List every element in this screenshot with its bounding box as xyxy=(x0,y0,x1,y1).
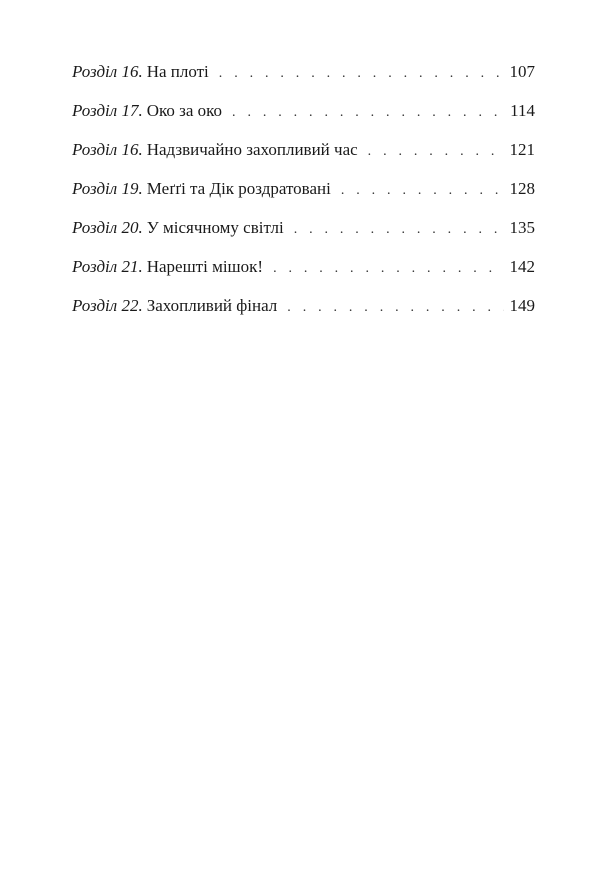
page-number: 128 xyxy=(509,179,535,198)
chapter-title: У місячному світлі xyxy=(146,218,284,237)
toc-entry[interactable] xyxy=(72,174,535,213)
chapter-title: Нарешті мішок! xyxy=(146,257,264,276)
page-number: 114 xyxy=(510,101,535,120)
toc-entry[interactable] xyxy=(72,213,535,252)
page-number: 107 xyxy=(509,62,535,81)
toc-entry[interactable] xyxy=(72,291,535,330)
dot-leader xyxy=(294,215,504,245)
chapter-label: Розділ 17. xyxy=(72,101,143,120)
page-number: 149 xyxy=(509,296,535,315)
chapter-label: Розділ 20. xyxy=(72,218,143,237)
toc-entry[interactable] xyxy=(72,135,535,174)
table-of-contents xyxy=(72,57,535,330)
page-number: 142 xyxy=(509,257,535,276)
dot-leader xyxy=(273,254,503,284)
chapter-title: На плоті xyxy=(146,62,209,81)
chapter-label: Розділ 21. xyxy=(72,257,143,276)
page-number: 121 xyxy=(509,140,535,159)
toc-entry[interactable] xyxy=(72,252,535,291)
dot-leader xyxy=(232,98,504,128)
chapter-label: Розділ 19. xyxy=(72,179,143,198)
dot-leader xyxy=(368,137,504,167)
dot-leader xyxy=(287,293,503,323)
chapter-title: Захопливий фінал xyxy=(146,296,278,315)
chapter-title: Меґґі та Дік роздратовані xyxy=(146,179,331,198)
chapter-label: Розділ 22. xyxy=(72,296,143,315)
chapter-title: Око за око xyxy=(146,101,223,120)
chapter-label: Розділ 16. xyxy=(72,62,143,81)
dot-leader xyxy=(341,176,504,206)
toc-entry[interactable] xyxy=(72,96,535,135)
dot-leader xyxy=(219,59,504,89)
page-number: 135 xyxy=(509,218,535,237)
toc-entry[interactable] xyxy=(72,57,535,96)
chapter-label: Розділ 16. xyxy=(72,140,143,159)
chapter-title: Надзвичайно захопливий час xyxy=(146,140,358,159)
